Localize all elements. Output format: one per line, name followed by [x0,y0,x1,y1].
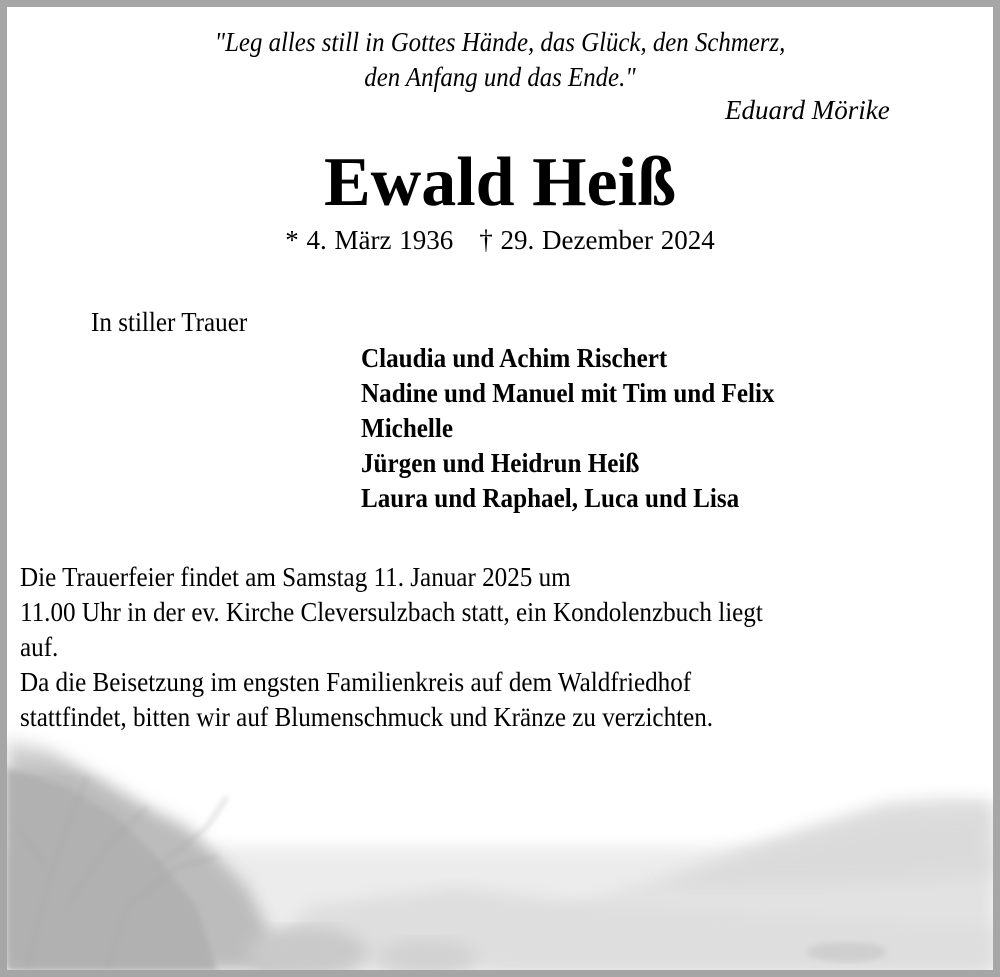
service-information [20,560,980,735]
birth-date: * 4. März 1936 [285,225,454,255]
mourners-list [361,341,806,516]
mourning-intro: In stiller Trauer [91,307,248,337]
mourner-entry: Michelle [361,413,454,443]
service-info-line: Die Trauerfeier findet am Samstag 11. Januar 2025 um [20,562,571,592]
obituary-notice [7,7,993,970]
service-info-line: stattfindet, bitten wir auf Blumenschmuck und Kränze zu verzichten. [20,702,714,732]
mourner-entry: Claudia und Achim Rischert [361,343,668,373]
quote-author: Eduard Mörike [725,95,890,125]
mourner-entry: Laura und Raphael, Luca und Lisa [361,483,740,513]
service-info-line: 11.00 Uhr in der ev. Kirche Cleversulzbach statt, ein Kondolenzbuch liegt [20,597,763,627]
service-info-line: auf. [20,632,59,662]
death-date: † 29. Dezember 2024 [479,225,715,255]
mourner-entry: Nadine und Manuel mit Tim und Felix [361,378,775,408]
deceased-name: Ewald Heiß [323,144,677,221]
service-info-line: Da die Beisetzung im engsten Familienkreis auf dem Waldfriedhof [20,667,692,697]
quote-line-2: den Anfang und das Ende." [364,62,636,92]
life-dates [7,225,993,256]
quote-line-1: "Leg alles still in Gottes Hände, das Glück, den Schmerz, [214,27,786,57]
mourner-entry: Jürgen und Heidrun Heiß [361,448,640,478]
